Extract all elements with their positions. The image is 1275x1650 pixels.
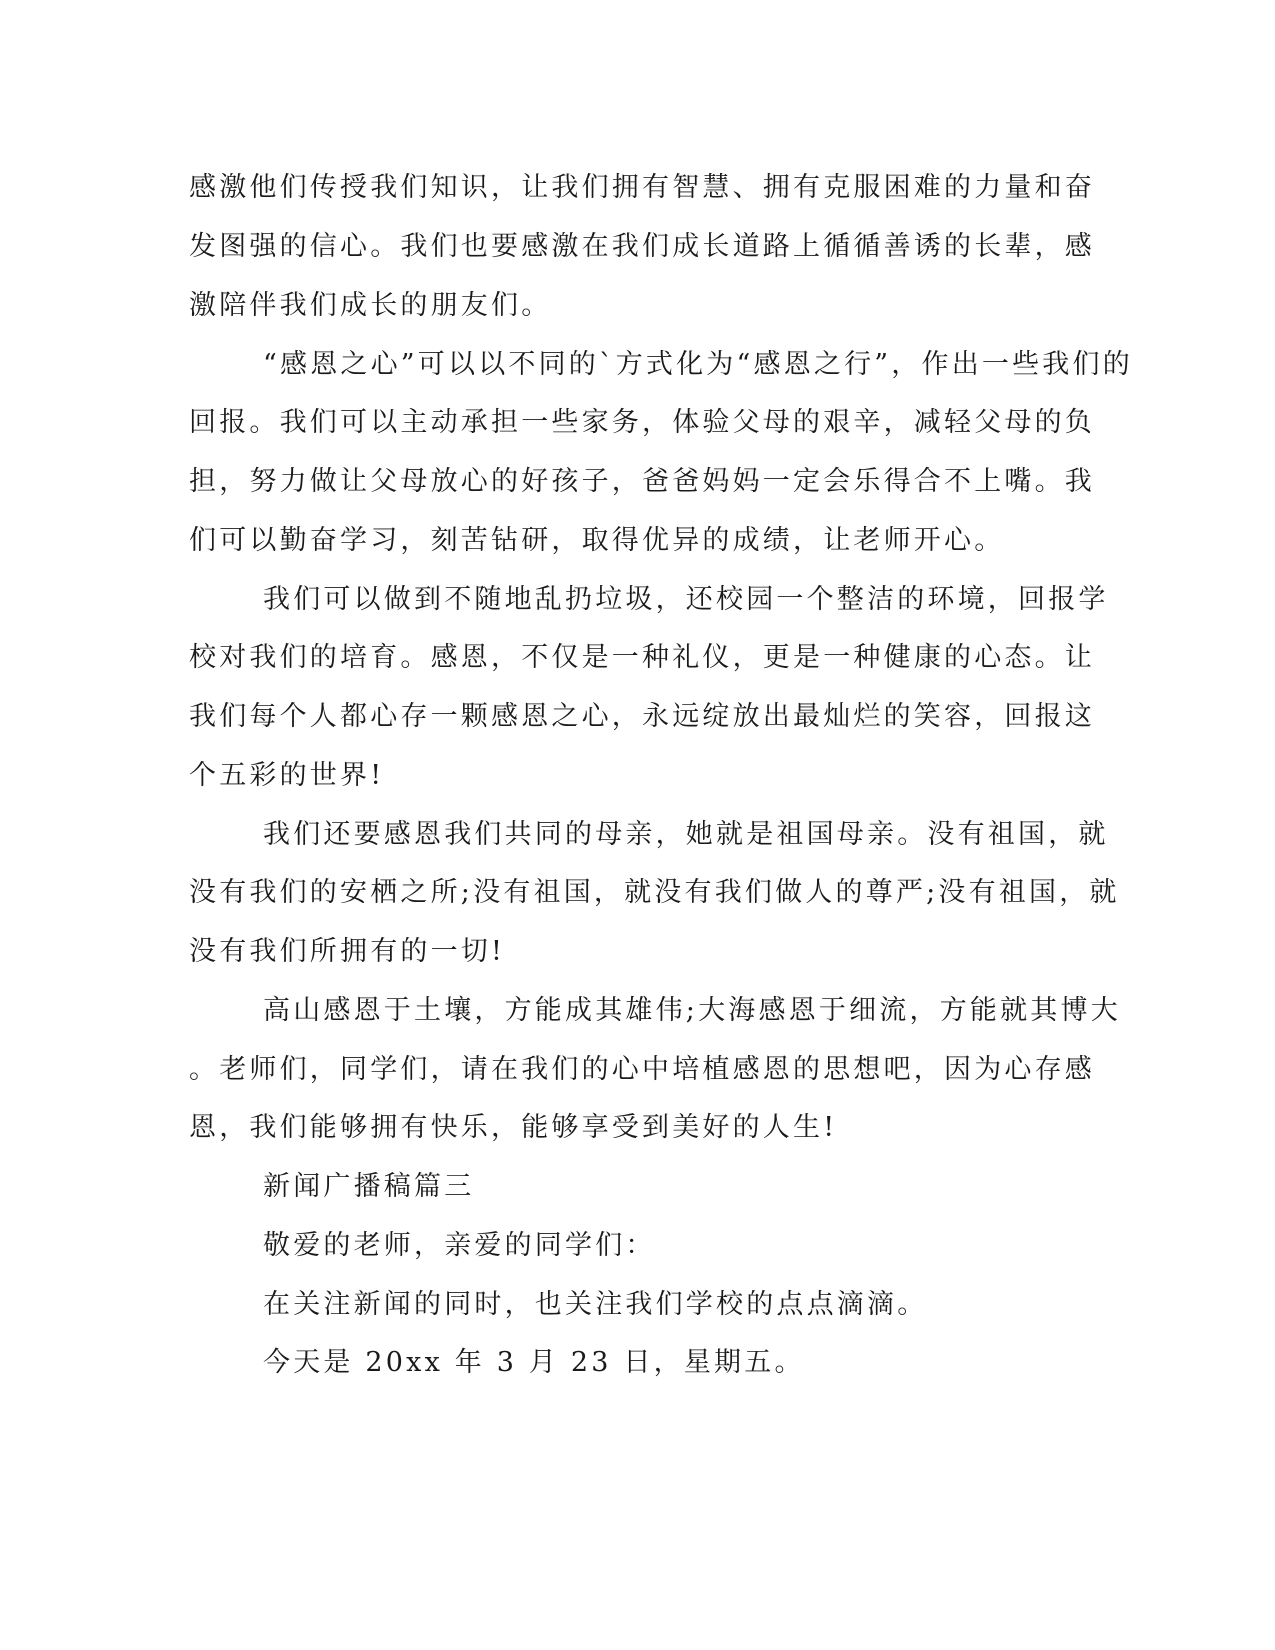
text-line: 校对我们的培育。感恩，不仅是一种礼仪，更是一种健康的心态。让 (189, 642, 1095, 673)
text-line: 我们每个人都心存一颗感恩之心，永远绽放出最灿烂的笑容，回报这 (189, 701, 1095, 732)
text-line: 个五彩的世界! (189, 760, 385, 791)
text-line: 在关注新闻的同时，也关注我们学校的点点滴滴。 (263, 1289, 928, 1320)
text-line: 们可以勤奋学习，刻苦钻研，取得优异的成绩，让老师开心。 (189, 525, 1005, 556)
section-heading: 新闻广播稿篇三 (263, 1171, 475, 1202)
date-line: 今天是 20xx 年 3 月 23 日，星期五。 (263, 1347, 805, 1378)
text-line: 。老师们，同学们，请在我们的心中培植感恩的思想吧，因为心存感 (189, 1054, 1095, 1085)
text-line: 我们还要感恩我们共同的母亲，她就是祖国母亲。没有祖国，就 (263, 819, 1109, 850)
text-line: 发图强的信心。我们也要感激在我们成长道路上循循善诱的长辈，感 (189, 231, 1095, 262)
text-line: 激陪伴我们成长的朋友们。 (189, 290, 552, 321)
text-line: 我们可以做到不随地乱扔垃圾，还校园一个整洁的环境，回报学 (263, 584, 1109, 615)
text-line: “感恩之心”可以以不同的`方式化为“感恩之行”，作出一些我们的 (263, 349, 1133, 380)
text-line: 担，努力做让父母放心的好孩子，爸爸妈妈一定会乐得合不上嘴。我 (189, 466, 1095, 497)
salutation: 敬爱的老师，亲爱的同学们： (263, 1230, 656, 1261)
text-line: 感激他们传授我们知识，让我们拥有智慧、拥有克服困难的力量和奋 (189, 172, 1095, 203)
text-line: 没有我们的安栖之所;没有祖国，就没有我们做人的尊严;没有祖国，就 (189, 877, 1120, 908)
text-line: 恩，我们能够拥有快乐，能够享受到美好的人生! (189, 1112, 838, 1143)
text-line: 高山感恩于土壤，方能成其雄伟;大海感恩于细流，方能就其博大 (263, 995, 1121, 1026)
text-line: 没有我们所拥有的一切! (189, 936, 506, 967)
text-line: 回报。我们可以主动承担一些家务，体验父母的艰辛，减轻父母的负 (189, 407, 1095, 438)
